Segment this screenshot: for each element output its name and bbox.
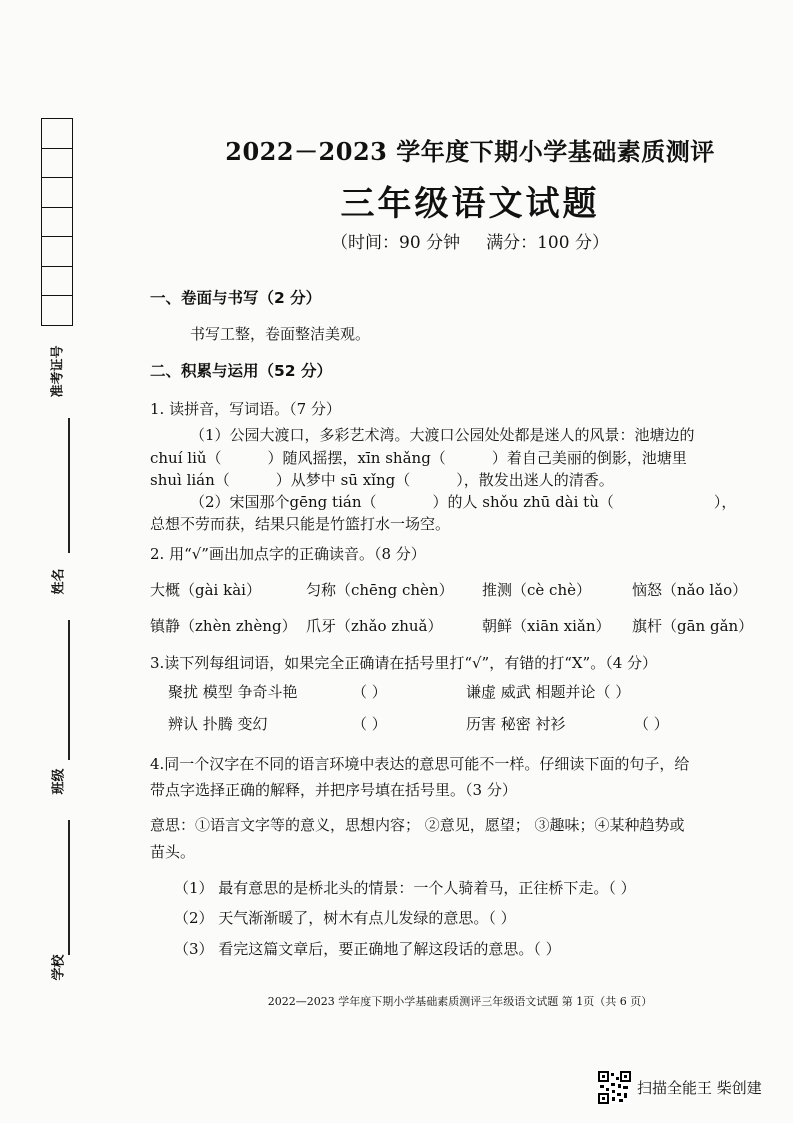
class-label: 班级 <box>51 768 67 795</box>
name-divider <box>68 418 70 553</box>
q3-group: 辨认 扑腾 变幻 <box>168 715 268 733</box>
q2-item: 推测（cè chè） <box>482 581 591 599</box>
exam-number-grid <box>41 118 73 326</box>
q1-stem: 1. 读拼音，写词语。（7 分） <box>150 400 341 418</box>
q1-line-2: chuí liǔ（ ）随风摇摆，xīn shǎng（ ）着自己美丽的倒影，池塘里 <box>150 449 687 467</box>
q4-definitions-2: 苗头。 <box>150 843 196 861</box>
q2-stem: 2. 用“√”画出加点字的正确读音。（8 分） <box>150 545 426 563</box>
exam-title: 2022－2023 学年度下期小学基础素质测评 <box>225 137 715 166</box>
subject-title: 三年级语文试题 <box>340 184 600 224</box>
exam-info <box>150 228 790 253</box>
q3-paren: （ ） <box>352 683 387 701</box>
q3-stem: 3.读下列每组词语，如果完全正确请在括号里打“√”，有错的打“X”。（4 分） <box>150 654 658 672</box>
q2-item: 朝鲜（xiān xiǎn） <box>482 617 611 635</box>
section-1-title: 一、卷面与书写（2 分） <box>150 289 322 307</box>
q4-definitions-1: 意思：①语言文字等的意义，思想内容； ②意见，愿望； ③趣味；④某种趋势或 <box>150 816 685 834</box>
exam-number-label: 准考证号 <box>50 345 66 398</box>
q3-group: 聚扰 模型 争奇斗艳 <box>168 683 298 701</box>
q4-sentence-1: （1） 最有意思的是桥北头的情景：一个人骑着马，正往桥下走。（ ） <box>174 879 636 897</box>
q3-group: 谦虚 威武 相题并论（ ） <box>466 683 631 701</box>
q4-sentence-3: （3） 看完这篇文章后，要正确地了解这段话的意思。（ ） <box>174 940 561 958</box>
school-label: 学校 <box>51 954 67 981</box>
qr-code-icon <box>598 1071 631 1104</box>
q2-item: 恼怒（nǎo lǎo） <box>632 581 748 599</box>
scanner-text: 扫描全能王 柴创建 <box>637 1079 762 1097</box>
q2-item: 旗杆（gān gǎn） <box>632 617 754 635</box>
q2-item: 爪牙（zhǎo zhuǎ） <box>306 617 443 635</box>
q4-stem-2: 带点字选择正确的解释，并把序号填在括号里。（3 分） <box>150 781 517 799</box>
q3-paren: （ ） <box>352 715 387 733</box>
q3-paren: （ ） <box>634 715 669 733</box>
q1-line-1: （1）公园大渡口，多彩艺术湾。大渡口公园处处都是迷人的风景：池塘边的 <box>190 426 695 444</box>
q4-stem-1: 4.同一个汉字在不同的语言环境中表达的意思可能不一样。仔细读下面的句子，给 <box>150 755 690 773</box>
q3-group: 历害 秘密 衬衫 <box>466 715 566 733</box>
name-label: 姓名 <box>51 568 67 595</box>
scanner-watermark <box>598 1071 762 1104</box>
section-2-title: 二、积累与运用（52 分） <box>150 362 332 380</box>
q4-sentence-2: （2） 天气渐渐暖了，树木有点儿发绿的意思。（ ） <box>174 909 516 927</box>
class-divider <box>68 620 70 760</box>
school-divider <box>68 820 70 955</box>
q2-item: 匀称（chēng chèn） <box>306 581 454 599</box>
time-info: （时间：90 分钟 <box>331 233 461 253</box>
section-1-text: 书写工整，卷面整洁美观。 <box>190 325 371 343</box>
q1-line-4: （2）宋国那个gēng tián（ ）的人 shǒu zhū dài tù（ ）， <box>190 493 737 511</box>
q1-line-3: shuì lián（ ）从梦中 sū xǐng（ ），散发出迷人的清香。 <box>150 471 614 489</box>
page-footer: 2022—2023 学年度下期小学基础素质测评三年级语文试题 第 1页（共 6 页） <box>267 995 653 1008</box>
q2-item: 镇静（zhèn zhèng） <box>150 617 297 635</box>
q1-line-5: 总想不劳而获，结果只能是竹篮打水一场空。 <box>150 515 451 533</box>
q2-item: 大概（gài kài） <box>150 581 261 599</box>
score-info: 满分：100 分） <box>486 233 609 253</box>
